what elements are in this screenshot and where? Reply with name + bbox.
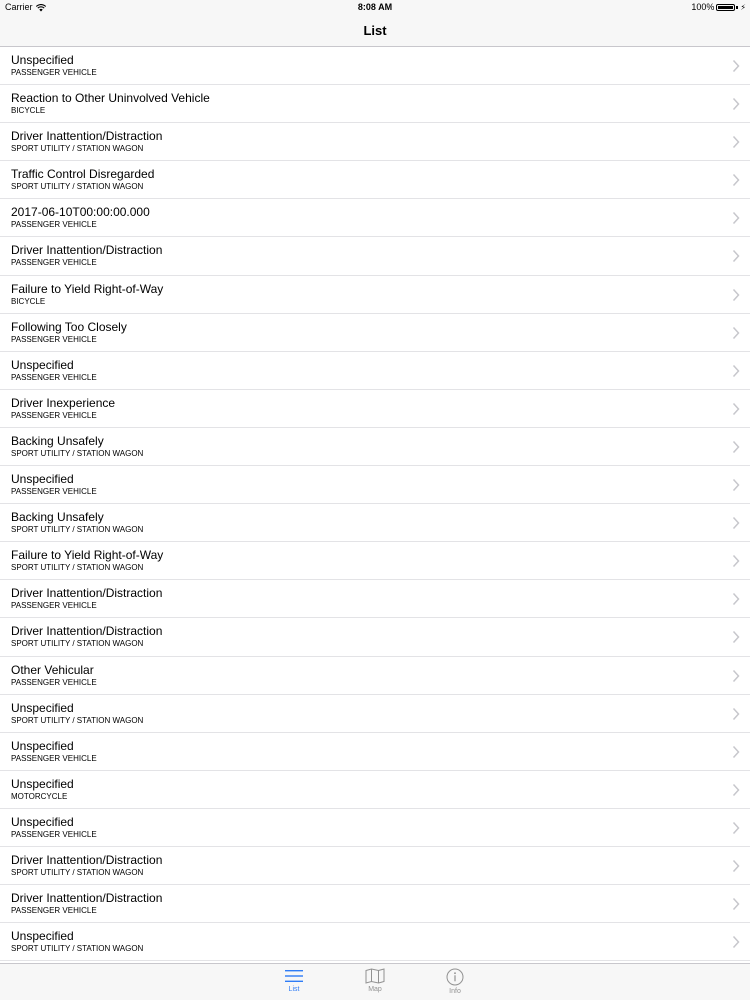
list-item-subtitle: PASSENGER VEHICLE [11,487,97,497]
chevron-right-icon [732,326,740,340]
list-item[interactable] [0,885,750,923]
list-item-title: Following Too Closely [11,319,127,334]
list-item-text [11,167,720,192]
list-item-title: Failure to Yield Right-of-Way [11,281,164,296]
list-item-subtitle: SPORT UTILITY / STATION WAGON [11,448,144,458]
list-item-text [11,891,720,916]
list-item[interactable] [0,352,750,390]
list-item[interactable] [0,123,750,161]
list-item-title: Unspecified [11,53,74,67]
list-item-text [11,853,720,878]
tab-list-label: List [288,986,300,993]
list-item-title: Unspecified [11,929,74,944]
list-item-text [11,815,720,840]
list-item-title: 2017-06-10T00:00:00.000 [11,205,150,220]
chevron-right-icon [732,364,740,378]
list-icon [284,968,304,984]
list-item-subtitle: PASSENGER VEHICLE [11,829,97,839]
list-item-subtitle: SPORT UTILITY / STATION WAGON [11,639,144,649]
list-item[interactable] [0,276,750,314]
chevron-right-icon [732,669,740,683]
chevron-right-icon [732,707,740,721]
chevron-right-icon [732,173,740,187]
list-item[interactable] [0,314,750,352]
chevron-right-icon [732,821,740,835]
list-item[interactable] [0,809,750,847]
list-item[interactable] [0,428,750,466]
list-item-text [11,777,720,802]
list-item-text [11,358,720,383]
chevron-right-icon [732,897,740,911]
chevron-right-icon [732,516,740,530]
chevron-right-icon [732,783,740,797]
battery-percent: 100% [691,2,715,12]
list-item-text [11,929,720,954]
list-item-text [11,586,720,611]
list-item[interactable] [0,847,750,885]
navigation-bar [0,15,750,47]
list-item-title: Driver Inattention/Distraction [11,852,163,867]
status-time: 8:08 AM [357,2,393,12]
chevron-right-icon [732,935,740,949]
list-item[interactable] [0,733,750,771]
list-item-text [11,91,720,116]
list-item-subtitle: PASSENGER VEHICLE [11,220,97,230]
list-item-title: Reaction to Other Uninvolved Vehicle [11,91,210,106]
list-item-subtitle: PASSENGER VEHICLE [11,410,97,420]
list-item-title: Backing Unsafely [11,510,104,525]
chevron-right-icon [732,478,740,492]
list-item[interactable] [0,580,750,618]
tab-list[interactable] [264,966,324,1000]
tab-info[interactable] [425,966,485,1000]
info-icon [445,968,465,986]
list-item-subtitle: PASSENGER VEHICLE [11,68,97,77]
chevron-right-icon [732,745,740,759]
list-item-title: Unspecified [11,776,74,791]
tab-info-label: Info [449,988,461,995]
list-item[interactable] [0,199,750,237]
list-item-subtitle: PASSENGER VEHICLE [11,753,97,763]
list-item-subtitle: SPORT UTILITY / STATION WAGON [11,563,144,573]
list-item-title: Traffic Control Disregarded [11,167,155,182]
list-item-text [11,663,720,688]
list-item-text [11,243,720,268]
list-item-text [11,548,720,573]
vehicle-list[interactable] [0,47,750,963]
list-item-title: Driver Inattention/Distraction [11,624,163,639]
status-bar [0,0,750,15]
list-item[interactable] [0,504,750,542]
list-item-text [11,701,720,726]
list-item-title: Other Vehicular [11,662,94,677]
carrier-label: Carrier [5,2,33,12]
chevron-right-icon [732,859,740,873]
list-item-text [11,53,720,78]
list-item[interactable] [0,390,750,428]
list-item-text [11,434,720,459]
list-item[interactable] [0,657,750,695]
chevron-right-icon [732,97,740,111]
list-item-title: Driver Inexperience [11,395,116,410]
list-item-title: Unspecified [11,738,74,753]
chevron-right-icon [732,249,740,263]
map-icon [365,968,385,984]
list-item-title: Driver Inattention/Distraction [11,891,163,906]
list-item[interactable] [0,542,750,580]
list-item[interactable] [0,85,750,123]
list-item[interactable] [0,695,750,733]
tab-map-label: Map [368,986,382,993]
list-item-text [11,205,720,230]
list-item-subtitle: PASSENGER VEHICLE [11,258,97,268]
tab-map[interactable] [345,966,405,1000]
list-item-text [11,282,720,307]
battery-tip [736,6,738,9]
list-item-subtitle: SPORT UTILITY / STATION WAGON [11,525,144,535]
list-item-subtitle: SPORT UTILITY / STATION WAGON [11,867,144,877]
list-item-title: Unspecified [11,814,74,829]
list-item-title: Failure to Yield Right-of-Way [11,548,164,563]
chevron-right-icon [732,440,740,454]
list-item-subtitle: PASSENGER VEHICLE [11,906,97,916]
chevron-right-icon [732,288,740,302]
list-item-subtitle: PASSENGER VEHICLE [11,601,97,611]
list-item-title: Backing Unsafely [11,433,104,448]
chevron-right-icon [732,402,740,416]
list-item[interactable] [0,923,750,961]
list-item-text [11,129,720,154]
list-item[interactable] [0,771,750,809]
tab-bar [0,963,750,1000]
status-right [691,0,746,15]
list-item-text [11,472,720,497]
list-item-subtitle: SPORT UTILITY / STATION WAGON [11,715,144,725]
list-item-subtitle: PASSENGER VEHICLE [11,677,97,687]
list-item-subtitle: SPORT UTILITY / STATION WAGON [11,944,144,954]
charging-icon: ⚡ [740,3,746,12]
list-item-subtitle: MOTORCYCLE [11,791,68,801]
list-item-text [11,320,720,345]
list-item[interactable] [0,237,750,275]
list-item-text [11,739,720,764]
chevron-right-icon [732,135,740,149]
list-item-subtitle: PASSENGER VEHICLE [11,334,97,344]
list-item-title: Unspecified [11,357,74,372]
list-item-title: Unspecified [11,700,74,715]
list-item[interactable] [0,466,750,504]
chevron-right-icon [732,59,740,73]
list-item-text [11,624,720,649]
list-item-text [11,510,720,535]
list-item[interactable] [0,618,750,656]
battery-icon [716,4,735,11]
list-item-title: Driver Inattention/Distraction [11,129,163,144]
page-title: List [363,23,387,38]
list-item-title: Driver Inattention/Distraction [11,243,163,258]
list-item-title: Driver Inattention/Distraction [11,586,163,601]
list-item-text [11,396,720,421]
chevron-right-icon [732,592,740,606]
list-item[interactable] [0,47,750,85]
list-item-subtitle: PASSENGER VEHICLE [11,372,97,382]
list-item-subtitle: BICYCLE [11,296,46,306]
chevron-right-icon [732,211,740,225]
chevron-right-icon [732,554,740,568]
list-item-subtitle: BICYCLE [11,106,46,116]
list-item-subtitle: SPORT UTILITY / STATION WAGON [11,144,144,154]
list-item-title: Unspecified [11,472,74,487]
chevron-right-icon [732,630,740,644]
list-item[interactable] [0,161,750,199]
list-item-subtitle: SPORT UTILITY / STATION WAGON [11,182,144,192]
